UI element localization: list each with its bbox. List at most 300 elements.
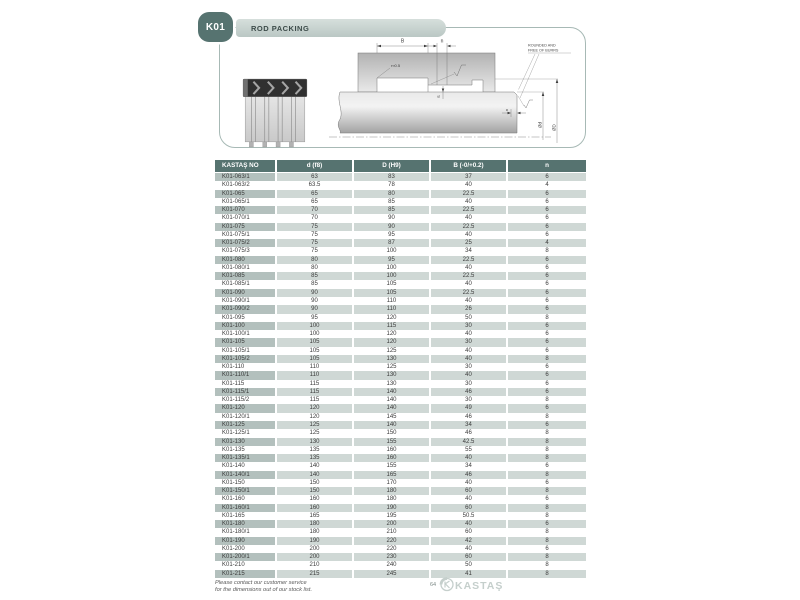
burr-note-line2: FREE OF BURRS	[528, 48, 559, 53]
part-number-cell: K01-063/1	[215, 173, 275, 181]
part-number-cell: K01-150	[222, 479, 245, 486]
value-cell: 90	[311, 297, 318, 304]
value-cell: 60	[465, 529, 472, 536]
value-cell: 87	[354, 239, 429, 247]
value-cell: 6	[508, 305, 586, 313]
part-number-cell: K01-100/1	[222, 331, 250, 338]
value-cell: 220	[354, 537, 429, 545]
part-number-cell: K01-085/1	[222, 281, 250, 288]
part-number-cell: K01-150/1	[215, 487, 275, 495]
value-cell: 165	[309, 512, 320, 519]
value-cell: 42	[431, 537, 506, 545]
value-cell: 105	[277, 338, 352, 346]
value-cell: 6	[508, 322, 586, 330]
value-cell: 140	[354, 404, 429, 412]
value-cell: 220	[386, 545, 397, 552]
value-cell: 130	[386, 380, 397, 387]
part-number-cell: K01-095	[222, 314, 245, 321]
value-cell: 85	[388, 198, 395, 205]
part-number-cell: K01-130	[215, 438, 275, 446]
table-row	[215, 223, 586, 231]
value-cell: 8	[508, 438, 586, 446]
value-cell: 130	[354, 371, 429, 379]
value-cell: 8	[545, 529, 549, 536]
table-row	[215, 256, 586, 264]
part-number-cell: K01-160	[222, 496, 245, 503]
dim-label-s: S	[436, 95, 441, 98]
value-cell: 180	[354, 487, 429, 495]
value-cell: 8	[545, 562, 549, 569]
value-cell: 75	[311, 248, 318, 255]
column-header: d (f8)	[277, 160, 352, 172]
value-cell: 30	[465, 364, 472, 371]
value-cell: 120	[386, 314, 397, 321]
value-cell: 8	[508, 471, 586, 479]
value-cell: 95	[354, 256, 429, 264]
value-cell: 125	[277, 421, 352, 429]
page-title: ROD PACKING	[236, 19, 446, 37]
value-cell: 180	[277, 520, 352, 528]
value-cell: 6	[545, 281, 549, 288]
table-row	[215, 413, 586, 421]
part-number-cell: K01-075/2	[215, 239, 275, 247]
value-cell: 200	[277, 553, 352, 561]
value-cell: 40	[465, 215, 472, 222]
value-cell: 40	[465, 281, 472, 288]
part-number-cell: K01-075	[215, 223, 275, 231]
value-cell: 40	[431, 355, 506, 363]
brand-logo-text: KASTAŞ	[455, 580, 504, 592]
value-cell: 78	[388, 182, 395, 189]
value-cell: 65	[277, 190, 352, 198]
value-cell: 8	[545, 397, 549, 404]
part-number-cell: K01-075/1	[222, 231, 250, 238]
value-cell: 40	[465, 496, 472, 503]
part-number-cell: K01-105/2	[215, 355, 275, 363]
value-cell: 230	[354, 553, 429, 561]
page-number: 64	[430, 582, 437, 588]
value-cell: 6	[508, 190, 586, 198]
value-cell: 115	[354, 322, 429, 330]
value-cell: 55	[465, 446, 472, 453]
table-row	[215, 289, 586, 297]
value-cell: 140	[309, 463, 320, 470]
value-cell: 105	[309, 347, 320, 354]
part-number-cell: K01-085	[215, 272, 275, 280]
table-row	[215, 553, 586, 561]
table-row	[215, 537, 586, 545]
value-cell: 4	[508, 239, 586, 247]
value-cell: 6	[545, 297, 549, 304]
value-cell: 240	[386, 562, 397, 569]
value-cell: 25	[431, 239, 506, 247]
column-header: KASTAŞ NO	[215, 160, 275, 172]
table-row	[215, 520, 586, 528]
value-cell: 180	[309, 529, 320, 536]
brand-logo-icon	[441, 579, 453, 591]
part-number-cell: K01-110/1	[215, 371, 275, 379]
table-row	[215, 247, 586, 255]
table-row	[215, 462, 586, 470]
value-cell: 210	[386, 529, 397, 536]
value-cell: 50.5	[462, 512, 475, 519]
value-cell: 200	[309, 545, 320, 552]
value-cell: 60	[431, 487, 506, 495]
part-number-cell: K01-075/3	[222, 248, 250, 255]
value-cell: 165	[354, 471, 429, 479]
product-photo	[237, 73, 313, 149]
value-cell: 120	[354, 338, 429, 346]
table-header-row	[215, 160, 586, 172]
part-number-cell: K01-140/1	[215, 471, 275, 479]
technical-drawing	[325, 36, 593, 150]
value-cell: 8	[545, 413, 549, 420]
value-cell: 85	[354, 206, 429, 214]
value-cell: 6	[545, 215, 549, 222]
value-cell: 34	[431, 421, 506, 429]
value-cell: 40	[465, 479, 472, 486]
value-cell: 200	[354, 520, 429, 528]
value-cell: 135	[277, 454, 352, 462]
part-number-cell: K01-070/1	[222, 215, 250, 222]
value-cell: 155	[386, 463, 397, 470]
footer-note	[215, 580, 312, 594]
value-cell: 115	[309, 397, 320, 404]
value-cell: 105	[386, 281, 397, 288]
rod-section	[329, 92, 551, 137]
value-cell: 6	[545, 198, 549, 205]
value-cell: 6	[508, 388, 586, 396]
part-number-cell: K01-090/2	[215, 305, 275, 313]
table-row	[215, 404, 586, 412]
part-number-cell: K01-190	[215, 537, 275, 545]
dimension-table	[215, 160, 586, 578]
value-cell: 6	[545, 231, 549, 238]
table-row	[215, 338, 586, 346]
part-number-cell: K01-100	[215, 322, 275, 330]
value-cell: 8	[508, 570, 586, 578]
value-cell: 49	[431, 404, 506, 412]
part-number-cell: K01-160/1	[215, 504, 275, 512]
value-cell: 110	[277, 371, 352, 379]
value-cell: 6	[545, 545, 549, 552]
value-cell: 8	[508, 355, 586, 363]
value-cell: 60	[431, 504, 506, 512]
value-cell: 115	[277, 388, 352, 396]
table-row	[215, 388, 586, 396]
seal-body	[245, 95, 305, 147]
value-cell: 95	[311, 314, 318, 321]
part-number-cell: K01-200	[222, 545, 245, 552]
value-cell: 6	[545, 364, 549, 371]
value-cell: 50	[465, 314, 472, 321]
chevron-rings	[243, 79, 307, 96]
value-cell: 6	[545, 380, 549, 387]
value-cell: 130	[354, 355, 429, 363]
dim-b	[377, 43, 428, 53]
table-row	[215, 504, 586, 512]
value-cell: 125	[309, 430, 320, 437]
part-number-cell: K01-210	[222, 562, 245, 569]
part-number-cell: K01-063/2	[222, 182, 250, 189]
value-cell: 6	[508, 421, 586, 429]
value-cell: 100	[386, 248, 397, 255]
part-number-cell: K01-180	[215, 520, 275, 528]
value-cell: 85	[311, 281, 318, 288]
footer-note-line2: for the dimensions out of our stock list.	[215, 586, 313, 593]
housing-section	[358, 53, 495, 92]
value-cell: 100	[277, 322, 352, 330]
table-row	[215, 545, 586, 553]
table-row	[215, 181, 586, 189]
value-cell: 125	[386, 364, 397, 371]
part-number-cell: K01-215	[215, 570, 275, 578]
value-cell: 90	[388, 215, 395, 222]
value-cell: 6	[508, 256, 586, 264]
table-row	[215, 380, 586, 388]
value-cell: 6	[508, 338, 586, 346]
table-row	[215, 438, 586, 446]
value-cell: 155	[354, 438, 429, 446]
part-number-cell: K01-105	[215, 338, 275, 346]
value-cell: 90	[277, 289, 352, 297]
dim-label-b: B	[400, 38, 405, 45]
value-cell: 80	[354, 190, 429, 198]
value-cell: 70	[311, 215, 318, 222]
value-cell: 90	[354, 223, 429, 231]
table-row	[215, 396, 586, 404]
value-cell: 125	[386, 347, 397, 354]
value-cell: 115	[309, 380, 320, 387]
table-row	[215, 190, 586, 198]
part-number-cell: K01-135	[222, 446, 245, 453]
value-cell: 65	[311, 198, 318, 205]
value-cell: 6	[508, 289, 586, 297]
value-cell: 37	[431, 173, 506, 181]
value-cell: 140	[354, 388, 429, 396]
table-body	[215, 173, 586, 578]
column-header: n	[508, 160, 586, 172]
value-cell: 8	[508, 504, 586, 512]
dim-label-dia-rod: Ød	[537, 121, 543, 128]
value-cell: 150	[309, 479, 320, 486]
value-cell: 210	[309, 562, 320, 569]
table-row	[215, 363, 586, 371]
value-cell: 8	[508, 553, 586, 561]
brand-logo	[439, 576, 513, 593]
value-cell: 22.5	[431, 289, 506, 297]
part-number-cell: K01-125/1	[222, 430, 250, 437]
value-cell: 63.5	[308, 182, 321, 189]
value-cell: 6	[545, 463, 549, 470]
footer-note-line1: Please contact our customer service	[215, 580, 307, 586]
part-number-cell: K01-065	[215, 190, 275, 198]
column-header: D (H9)	[354, 160, 429, 172]
value-cell: 100	[309, 331, 320, 338]
value-cell: 100	[354, 272, 429, 280]
value-cell: 80	[277, 256, 352, 264]
value-cell: 46	[465, 430, 472, 437]
part-number-cell: K01-200/1	[215, 553, 275, 561]
table-row	[215, 421, 586, 429]
value-cell: 30	[465, 380, 472, 387]
part-number-cell: K01-120	[215, 404, 275, 412]
value-cell: 40	[465, 545, 472, 552]
value-cell: 215	[277, 570, 352, 578]
value-cell: 105	[277, 355, 352, 363]
value-cell: 170	[386, 479, 397, 486]
part-number-cell: K01-115/1	[215, 388, 275, 396]
burr-note	[519, 44, 572, 99]
value-cell: 95	[388, 231, 395, 238]
table-row	[215, 239, 586, 247]
part-number-cell: K01-080/1	[222, 264, 250, 271]
value-cell: 110	[309, 364, 320, 371]
value-cell: 8	[508, 487, 586, 495]
value-cell: 8	[508, 454, 586, 462]
table-row	[215, 512, 586, 520]
value-cell: 85	[277, 272, 352, 280]
value-cell: 83	[354, 173, 429, 181]
table-row	[215, 479, 586, 487]
value-cell: 34	[465, 463, 472, 470]
part-number-cell: K01-090	[215, 289, 275, 297]
value-cell: 46	[431, 388, 506, 396]
part-number-cell: K01-105/1	[222, 347, 250, 354]
table-row	[215, 495, 586, 503]
value-cell: 110	[354, 305, 429, 313]
value-cell: 150	[277, 487, 352, 495]
value-cell: 160	[309, 496, 320, 503]
dim-label-n-right: n	[504, 108, 509, 111]
table-row	[215, 280, 586, 288]
value-cell: 160	[386, 446, 397, 453]
value-cell: 160	[277, 504, 352, 512]
table-row	[215, 231, 586, 239]
value-cell: 22.5	[431, 223, 506, 231]
value-cell: 6	[508, 371, 586, 379]
value-cell: 40	[465, 331, 472, 338]
value-cell: 6	[508, 520, 586, 528]
value-cell: 40	[465, 198, 472, 205]
part-number-cell: K01-125	[215, 421, 275, 429]
value-cell: 6	[545, 264, 549, 271]
column-header: B (-0/+0.2)	[431, 160, 506, 172]
value-cell: 6	[545, 347, 549, 354]
value-cell: 150	[386, 430, 397, 437]
value-cell: 160	[354, 454, 429, 462]
value-cell: 6	[508, 206, 586, 214]
part-number-cell: K01-090/1	[222, 297, 250, 304]
part-number-cell: K01-120/1	[222, 413, 250, 420]
part-number-cell: K01-140	[222, 463, 245, 470]
part-number-cell: K01-135/1	[215, 454, 275, 462]
value-cell: 30	[431, 322, 506, 330]
value-cell: 190	[277, 537, 352, 545]
table-row	[215, 173, 586, 181]
table-row	[215, 322, 586, 330]
value-cell: 75	[311, 231, 318, 238]
value-cell: 135	[309, 446, 320, 453]
value-cell: 30	[431, 338, 506, 346]
value-cell: 75	[277, 223, 352, 231]
table-row	[215, 330, 586, 338]
value-cell: 75	[277, 239, 352, 247]
value-cell: 40	[431, 454, 506, 462]
value-cell: 8	[545, 446, 549, 453]
table-row	[215, 206, 586, 214]
table-row	[215, 314, 586, 322]
table-row	[215, 471, 586, 479]
value-cell: 6	[508, 272, 586, 280]
table-row	[215, 214, 586, 222]
value-cell: 6	[545, 331, 549, 338]
table-row	[215, 454, 586, 462]
value-cell: 63	[277, 173, 352, 181]
dim-label-radius: r≈0.5	[391, 63, 401, 68]
value-cell: 190	[354, 504, 429, 512]
value-cell: 90	[277, 305, 352, 313]
value-cell: 130	[277, 438, 352, 446]
part-number-cell: K01-115/2	[222, 397, 250, 404]
value-cell: 40	[465, 231, 472, 238]
table-row	[215, 198, 586, 206]
table-row	[215, 305, 586, 313]
value-cell: 120	[277, 404, 352, 412]
value-cell: 245	[354, 570, 429, 578]
value-cell: 100	[386, 264, 397, 271]
value-cell: 22.5	[431, 256, 506, 264]
value-cell: 46	[465, 413, 472, 420]
value-cell: 8	[545, 248, 549, 255]
value-cell: 6	[508, 404, 586, 412]
table-row	[215, 272, 586, 280]
table-row	[215, 570, 586, 578]
value-cell: 34	[465, 248, 472, 255]
value-cell: 40	[465, 347, 472, 354]
burr-note-line1: ROUNDED AND	[528, 43, 556, 48]
value-cell: 6	[545, 496, 549, 503]
part-number-cell: K01-070	[215, 206, 275, 214]
value-cell: 8	[545, 430, 549, 437]
part-number-cell: K01-165	[222, 512, 245, 519]
value-cell: 22.5	[431, 272, 506, 280]
value-cell: 8	[545, 512, 549, 519]
value-cell: 6	[545, 479, 549, 486]
table-row	[215, 528, 586, 536]
value-cell: 110	[386, 297, 397, 304]
value-cell: 195	[386, 512, 397, 519]
dim-label-n-top: n	[440, 38, 444, 45]
value-cell: 22.5	[431, 206, 506, 214]
value-cell: 40	[465, 264, 472, 271]
table-row	[215, 355, 586, 363]
value-cell: 140	[386, 397, 397, 404]
value-cell: 80	[311, 264, 318, 271]
value-cell: 40	[431, 520, 506, 528]
table-row	[215, 347, 586, 355]
part-number-cell: K01-180/1	[222, 529, 250, 536]
value-cell: 4	[545, 182, 549, 189]
table-row	[215, 297, 586, 305]
table-row	[215, 487, 586, 495]
value-cell: 8	[545, 314, 549, 321]
part-number-cell: K01-080	[215, 256, 275, 264]
table-row	[215, 561, 586, 569]
value-cell: 26	[431, 305, 506, 313]
table-row	[215, 264, 586, 272]
table-row	[215, 429, 586, 437]
